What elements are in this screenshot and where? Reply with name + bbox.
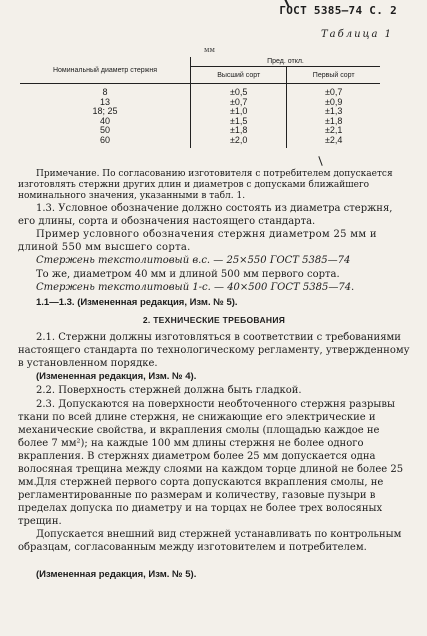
- top-grade-header: Высший сорт: [191, 67, 287, 84]
- example-designation-1: Стержень текстолитовый в.с. — 25×550 ГОСТ 5385—74: [36, 255, 351, 266]
- table-cell: ±2,4: [324, 134, 343, 145]
- table-cell: ±1,8: [229, 125, 248, 135]
- table-label: Таблица 1: [320, 29, 393, 40]
- paragraph-2-3-appearance: Допускается внешний вид стержней устанавливать по контрольным образцам, согласованным между изготовителем и потребителем.: [18, 529, 402, 553]
- diameter-column: [20, 84, 191, 148]
- table-cell: ±0,5: [229, 87, 248, 97]
- amendment-note-1: 1.1—1.3. (Измененная редакция, Изм. № 5).: [36, 297, 238, 308]
- tolerance-table: [20, 57, 380, 148]
- table-note: Примечание. По согласованию изготовителя с потребителем допускается изготовлять стержни других длин и диаметров с допусками ближайшего номинального значения, указанными в табл. 1.: [18, 169, 393, 201]
- amendment-note-2: (Измененная редакция, Изм. № 4).: [36, 371, 197, 382]
- paragraph-2-3-first-grade: Для стержней первого сорта допускаются вкрапления смолы, не регламентированные по размерам и количеству, газовые пузыри в пределах допуска по диаметру и на торцах не более трех волосяных трещин.: [18, 477, 384, 527]
- table-cell: ±0,7: [229, 96, 248, 107]
- table-cell: ±2,0: [229, 134, 248, 145]
- example-prefix-2: То же, диаметром 40 мм и длиной 500 мм первого сорта.: [36, 269, 340, 280]
- paragraph-2-1: 2.1. Стержни должны изготовляться в соответствии с требованиями настоящего стандарта по технологическому регламенту, утвержденному в установленном порядке.: [18, 332, 410, 369]
- diameter-header: Номинальный диаметр стержня: [20, 57, 191, 84]
- paragraph-2-2: 2.2. Поверхность стержней должна быть гладкой.: [36, 385, 302, 396]
- table-cell: 50: [99, 125, 110, 135]
- table-cell: ±1,0: [229, 106, 248, 116]
- table-cell: ±0,9: [324, 96, 343, 107]
- paragraph-1-3: 1.3. Условное обозначение должно состоять из диаметра стержня, его длины, сорта и обозначения настоящего стандарта.: [18, 203, 393, 227]
- scan-mark: [318, 156, 322, 166]
- table-cell: ±1,3: [324, 106, 343, 116]
- table-cell: ±0,7: [324, 87, 343, 97]
- table-cell: ±1,5: [229, 115, 248, 126]
- table-cell: ±1,8: [324, 115, 343, 126]
- table-cell: 13: [99, 96, 110, 107]
- table-cell: 8: [102, 87, 108, 97]
- first-grade-column: [287, 84, 380, 148]
- table-cell: 40: [99, 115, 110, 126]
- example-intro: Пример условного обозначения стержня диаметром 25 мм и длиной 550 мм высшего сорта.: [18, 229, 377, 253]
- tolerance-group-header: Пред. откл.: [191, 57, 381, 67]
- top-grade-column: [191, 84, 287, 148]
- table-cell: 60: [99, 134, 110, 145]
- page-header: ГОСТ 5385—74 С. 2: [279, 4, 397, 17]
- table-cell: 18; 25: [92, 106, 118, 116]
- amendment-note-3: (Измененная редакция, Изм. № 5).: [36, 569, 197, 580]
- section-2-title: 2. ТЕХНИЧЕСКИЕ ТРЕБОВАНИЯ: [142, 315, 286, 325]
- first-grade-header: Первый сорт: [287, 67, 380, 84]
- table-cell: ±2,1: [324, 125, 343, 135]
- table-unit: мм: [204, 46, 215, 54]
- paragraph-2-3: 2.3. Допускаются на поверхности необточенного стержня разрывы ткани по всей длине стержня, не снижающие его электрические и механические свойства, и вкрапления смолы (площадью каждое не более 7 мм²); на каждые 100 мм длины стержня не более одного вкрапления. В стержнях диаметром более 25 мм допускается одна волосяная трещина между слоями на каждом торце длиной не более 25 мм.: [18, 399, 404, 488]
- example-designation-2: Стержень текстолитовый 1-с. — 40×500 ГОСТ 5385—74.: [36, 282, 355, 293]
